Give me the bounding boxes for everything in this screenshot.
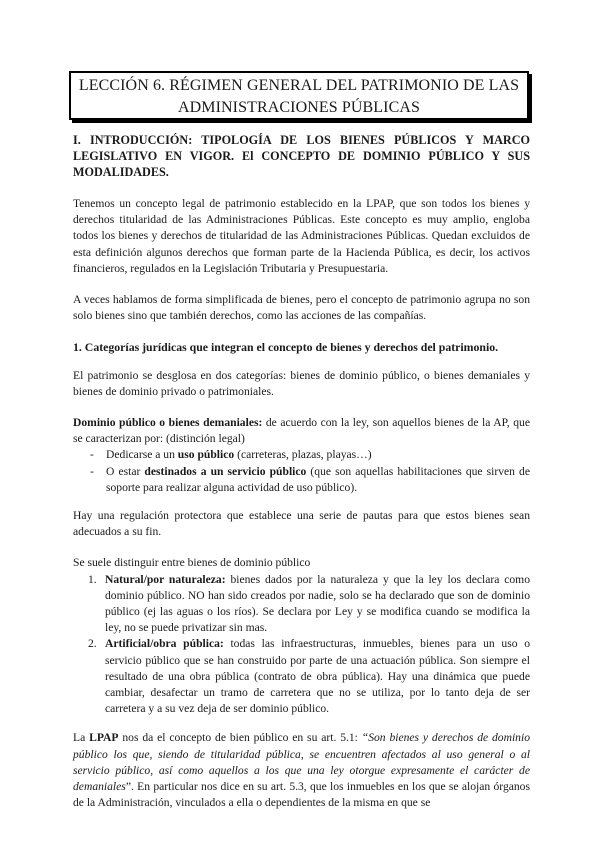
paragraph-bienes-derechos: A veces hablamos de forma simplificada de bienes, pero el concepto de patrimonio agrupa no son solo bienes sino que también derechos, como las acciones de las compañías. — [73, 293, 530, 323]
document-body — [73, 132, 530, 812]
list-item: 1. Natural/por naturaleza: bienes dados por la naturaleza y que la ley los declara como dominio público. NO han sido creados por nadie, solo se ha declarado que son de dominio público (ej las aguas o los ríos). Se declara por Ley y se modifica cuando se modifica la ley, no se puede privatizar sin mas. — [88, 572, 530, 635]
numbered-list — [73, 572, 530, 718]
list-item: - O estar destinados a un servicio público (que son aquellas habilitaciones que sirven de soporte para realizar alguna actividad de uso público). — [73, 464, 530, 496]
list-item: - Dedicarse a un uso público (carreteras, plazas, playas…) — [73, 447, 530, 463]
paragraph-patrimonio-concept: Tenemos un concepto legal de patrimonio establecido en la LPAP, que son todos los bienes y derechos titularidad de las Administraciones Públicas. Este concepto es muy amplio, engloba todos los bienes y derechos de titularidad de las Administraciones Públicas. Quedan excluidos de esta definición algunos derechos que forman parte de la Hacienda Pública, es decir, los activos financieros, regulados en la Legislación Tributaria y Presupuestaria. — [73, 197, 530, 275]
list-item: 2. Artificial/obra pública: todas las infraestructuras, inmuebles, bienes para un uso o servicio público que se han construido por parte de una actuación pública. Son siempre el resultado de una obra pública (contrato de obra pública). Hay una dinámica que puede cambiar, desafectar un tramo de carretera que no se utiliza, por lo tanto deja de ser carretera y a su vez deja de ser dominio público. — [88, 637, 530, 716]
paragraph-dos-categorias: El patrimonio se desglosa en dos categorías: bienes de dominio público, o bienes demaniales y bienes de dominio privado o patrimoniales. — [73, 368, 530, 398]
term-dominio-publico: Dominio público o bienes demaniales: — [73, 416, 263, 430]
paragraph-distinguir: Se suele distinguir entre bienes de dominio público — [73, 556, 311, 570]
lesson-title: LECCIÓN 6. RÉGIMEN GENERAL DEL PATRIMONIO DE LAS ADMINISTRACIONES PÚBLICAS — [69, 71, 529, 120]
paragraph-dominio-publico: Dominio público o bienes demaniales: de acuerdo con la ley, son aquellos bienes de la AP, que se caracterizan por: (distinción legal) — [73, 416, 530, 446]
dash-list — [73, 447, 530, 496]
section-heading: I. INTRODUCCIÓN: TIPOLOGÍA DE LOS BIENES PÚBLICOS Y MARCO LEGISLATIVO EN VIGOR. El CONCEPTO DE DOMINIO PÚBLICO Y SUS MODALIDADES. — [73, 133, 530, 179]
paragraph-lpap-art5: La LPAP nos da el concepto de bien público en su art. 5.1: “Son bienes y derechos de dominio público los que, siendo de titularidad pública, se encuentren afectados al uso general o al servicio público, así como aquellos a los que una ley otorgue expresamente el carácter de demaniales”. En particular nos dice en su art. 5.3, que los inmuebles en los que se alojan órganos de la Administración, vinculados a ella o dependientes de la misma en que se — [73, 731, 530, 810]
paragraph-regulacion: Hay una regulación protectora que establece una serie de pautas para que estos bienes sean adecuados a su fin. — [73, 509, 530, 539]
subheading-categorias: 1. Categorías jurídicas que integran el concepto de bienes y derechos del patrimonio. — [73, 340, 499, 355]
